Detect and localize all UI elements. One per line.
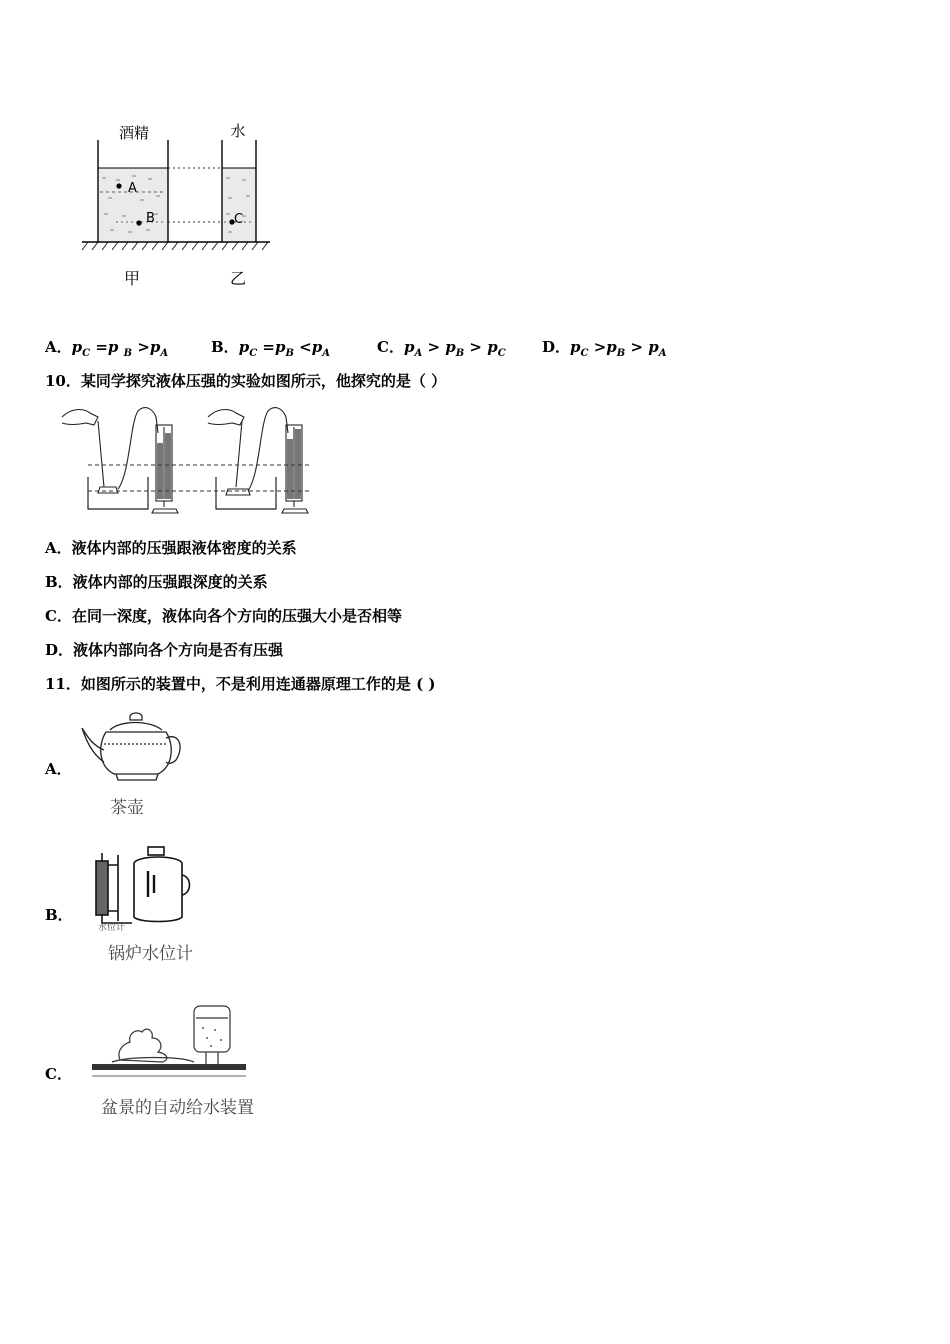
q10-option-c: C．在同一深度，液体向各个方向的压强大小是否相等 bbox=[45, 607, 402, 625]
q10-option-d: D．液体内部向各个方向是否有压强 bbox=[45, 641, 284, 659]
q9-containers-diagram bbox=[78, 118, 278, 293]
label-water: 水 bbox=[230, 122, 246, 140]
label-yi: 乙 bbox=[229, 269, 247, 288]
point-a-label: A bbox=[128, 181, 137, 196]
q11-option-b-sublabel: 水位计 bbox=[98, 923, 126, 933]
teapot-icon bbox=[80, 710, 190, 785]
label-alcohol: 酒精 bbox=[118, 124, 150, 142]
q11-option-a-letter: A． bbox=[45, 760, 72, 778]
pressure-gauge-experiment-diagram bbox=[60, 403, 340, 518]
q11-option-c-caption: 盆景的自动给水装置 bbox=[101, 1098, 254, 1118]
bonsai-feeder-icon bbox=[90, 998, 250, 1082]
q9-option-d: D．$p_C >p_B > p_A$ bbox=[542, 338, 667, 359]
q10-option-b: B．液体内部的压强跟深度的关系 bbox=[45, 573, 268, 591]
q11-question: 11．如图所示的装置中，不是利用连通器原理工作的是 ( ) bbox=[45, 675, 436, 693]
bonsai-feeder-figure bbox=[90, 998, 250, 1082]
point-c-label: C bbox=[234, 212, 244, 227]
q9-option-b: B．$p_C =p_B <p_A$ bbox=[211, 338, 330, 359]
label-jia: 甲 bbox=[123, 269, 141, 288]
point-b-label: B bbox=[146, 211, 155, 226]
q11-option-a-caption: 茶壶 bbox=[110, 798, 144, 818]
q10-question: 10．某同学探究液体压强的实验如图所示，他探究的是（ ） bbox=[45, 372, 447, 390]
q11-option-b-caption: 锅炉水位计 bbox=[108, 944, 193, 964]
q11-option-c-letter: C． bbox=[45, 1065, 72, 1083]
q10-option-a: A．液体内部的压强跟液体密度的关系 bbox=[45, 539, 297, 557]
q9-figure bbox=[78, 118, 278, 293]
q9-option-a: A．$p_C =p$ $_B >p_A$ bbox=[45, 338, 169, 359]
q11-option-b-letter: B． bbox=[45, 906, 73, 924]
q9-option-c: C．$p_A > p_B > p_C$ bbox=[377, 338, 506, 359]
q10-figure bbox=[60, 403, 340, 518]
teapot-figure bbox=[80, 710, 190, 785]
